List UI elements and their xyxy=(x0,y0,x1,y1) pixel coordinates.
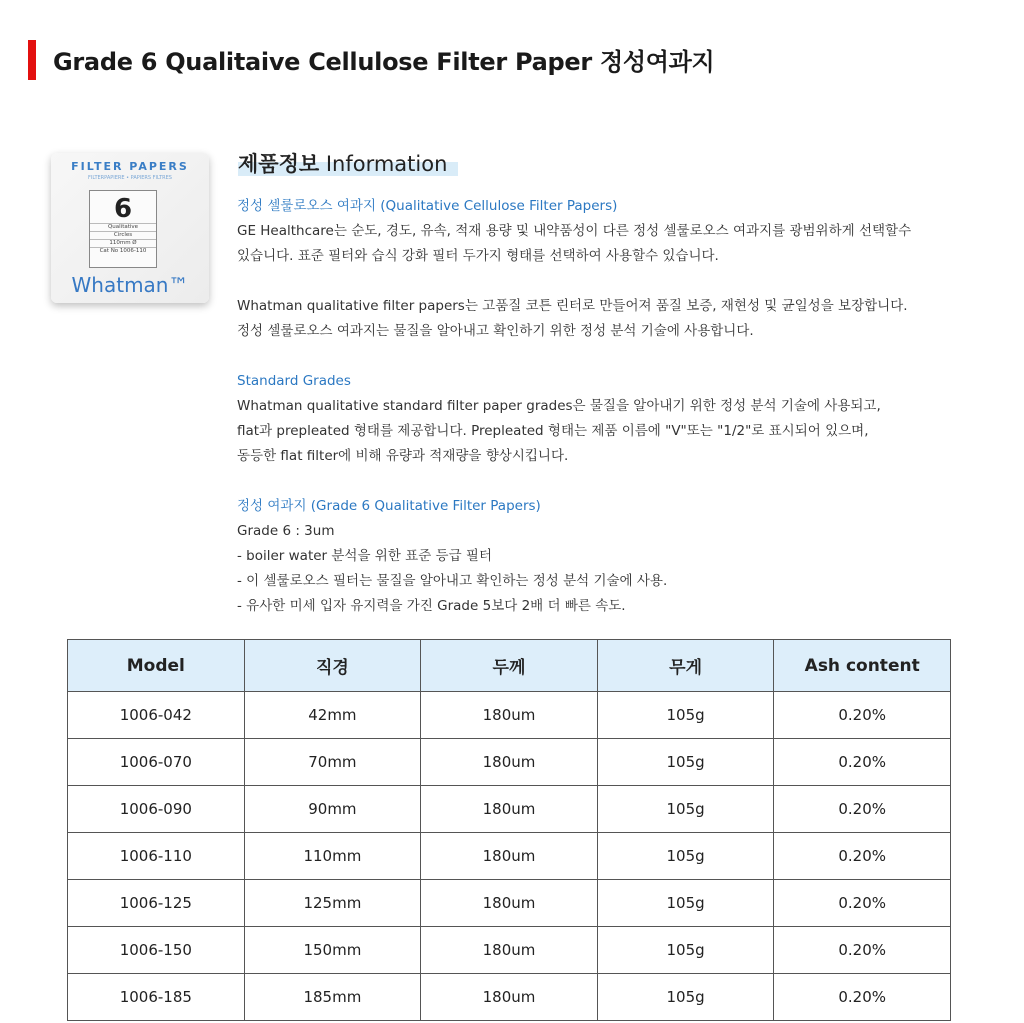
column-header-ash-content: Ash content xyxy=(774,640,951,692)
cell-ash-content: 0.20% xyxy=(774,833,951,880)
cell-weight: 105g xyxy=(597,974,774,1021)
cell-model: 1006-090 xyxy=(68,786,245,833)
cell-diameter: 150mm xyxy=(244,927,421,974)
cell-ash-content: 0.20% xyxy=(774,880,951,927)
description-line: - 유사한 미세 입자 유지력을 가진 Grade 5보다 2배 더 빠른 속도. xyxy=(237,598,626,614)
info-heading xyxy=(238,148,447,178)
cell-model: 1006-070 xyxy=(68,739,245,786)
cell-weight: 105g xyxy=(597,927,774,974)
product-image-grade-number: 6 xyxy=(113,194,133,224)
cell-thickness: 180um xyxy=(421,692,598,739)
product-image-line: Qualitative xyxy=(90,223,156,231)
cell-weight: 105g xyxy=(597,786,774,833)
product-image xyxy=(51,153,209,303)
table-row xyxy=(68,786,951,833)
title-accent-bar xyxy=(28,40,36,80)
cell-weight: 105g xyxy=(597,739,774,786)
section-title-qualitative: 정성 셀룰로오스 여과지 (Qualitative Cellulose Filter Papers) xyxy=(237,198,618,214)
description-line: 동등한 flat filter에 비해 유량과 적재량을 향상시킵니다. xyxy=(237,448,569,464)
cell-diameter: 110mm xyxy=(244,833,421,880)
product-image-line: Circles xyxy=(90,231,156,239)
column-header-diameter: 직경 xyxy=(244,640,421,692)
cell-ash-content: 0.20% xyxy=(774,692,951,739)
cell-diameter: 125mm xyxy=(244,880,421,927)
info-heading-en: Information xyxy=(325,152,448,176)
cell-thickness: 180um xyxy=(421,786,598,833)
cell-model: 1006-185 xyxy=(68,974,245,1021)
page-title: Grade 6 Qualitaive Cellulose Filter Paper 정성여과지 xyxy=(53,48,715,76)
description-line: - 이 셀룰로오스 필터는 물질을 알아내고 확인하는 정성 분석 기술에 사용. xyxy=(237,573,668,589)
cell-ash-content: 0.20% xyxy=(774,786,951,833)
description-line: 있습니다. 표준 필터와 습식 강화 필터 두가지 형태를 선택하여 사용할수 있습니다. xyxy=(237,248,719,264)
cell-thickness: 180um xyxy=(421,927,598,974)
spec-table xyxy=(67,639,951,1021)
section-title-grade6: 정성 여과지 (Grade 6 Qualitative Filter Papers) xyxy=(237,498,541,514)
table-row xyxy=(68,692,951,739)
description-line: Grade 6 : 3um xyxy=(237,523,335,539)
description-line: - boiler water 분석을 위한 표준 등급 필터 xyxy=(237,548,493,564)
cell-thickness: 180um xyxy=(421,880,598,927)
table-row xyxy=(68,833,951,880)
description-line: flat과 prepleated 형태를 제공합니다. Prepleated 형태는 제품 이름에 "V"또는 "1/2"로 표시되어 있으며, xyxy=(237,423,869,439)
cell-ash-content: 0.20% xyxy=(774,739,951,786)
product-image-line: 110mm Ø xyxy=(90,239,156,247)
whatman-logo: Whatman™ xyxy=(71,273,189,297)
cell-diameter: 70mm xyxy=(244,739,421,786)
product-image-line: Cat No 1006-110 xyxy=(90,247,156,255)
cell-thickness: 180um xyxy=(421,974,598,1021)
cell-ash-content: 0.20% xyxy=(774,927,951,974)
product-description xyxy=(237,194,997,619)
cell-thickness: 180um xyxy=(421,833,598,880)
table-row xyxy=(68,739,951,786)
column-header-weight: 무게 xyxy=(597,640,774,692)
cell-diameter: 90mm xyxy=(244,786,421,833)
cell-weight: 105g xyxy=(597,833,774,880)
table-row xyxy=(68,880,951,927)
product-image-label-box xyxy=(89,190,157,268)
section-title-standard-grades: Standard Grades xyxy=(237,373,351,389)
cell-model: 1006-150 xyxy=(68,927,245,974)
column-header-thickness: 두께 xyxy=(421,640,598,692)
description-line: GE Healthcare는 순도, 경도, 유속, 적재 용량 및 내약품성이 다른 정성 셀룰로오스 여과지를 광범위하게 선택할수 xyxy=(237,223,912,239)
description-line: 정성 셀룰로오스 여과지는 물질을 알아내고 확인하기 위한 정성 분석 기술에 사용합니다. xyxy=(237,323,754,339)
table-row xyxy=(68,927,951,974)
description-line: Whatman qualitative standard filter paper grades은 물질을 알아내기 위한 정성 분석 기술에 사용되고, xyxy=(237,398,881,414)
cell-model: 1006-125 xyxy=(68,880,245,927)
description-line: Whatman qualitative filter papers는 고품질 코튼 린터로 만들어져 품질 보증, 재현성 및 균일성을 보장합니다. xyxy=(237,298,908,314)
cell-weight: 105g xyxy=(597,692,774,739)
cell-thickness: 180um xyxy=(421,739,598,786)
cell-model: 1006-042 xyxy=(68,692,245,739)
column-header-model: Model xyxy=(68,640,245,692)
product-image-brand-line: FILTER PAPERS xyxy=(71,160,189,173)
cell-weight: 105g xyxy=(597,880,774,927)
cell-model: 1006-110 xyxy=(68,833,245,880)
cell-diameter: 185mm xyxy=(244,974,421,1021)
product-image-subline: FILTERPAPIERE • PAPIERS FILTRES xyxy=(88,175,172,181)
table-header-row xyxy=(68,640,951,692)
table-row xyxy=(68,974,951,1021)
info-heading-ko: 제품정보 xyxy=(238,152,320,176)
cell-diameter: 42mm xyxy=(244,692,421,739)
cell-ash-content: 0.20% xyxy=(774,974,951,1021)
